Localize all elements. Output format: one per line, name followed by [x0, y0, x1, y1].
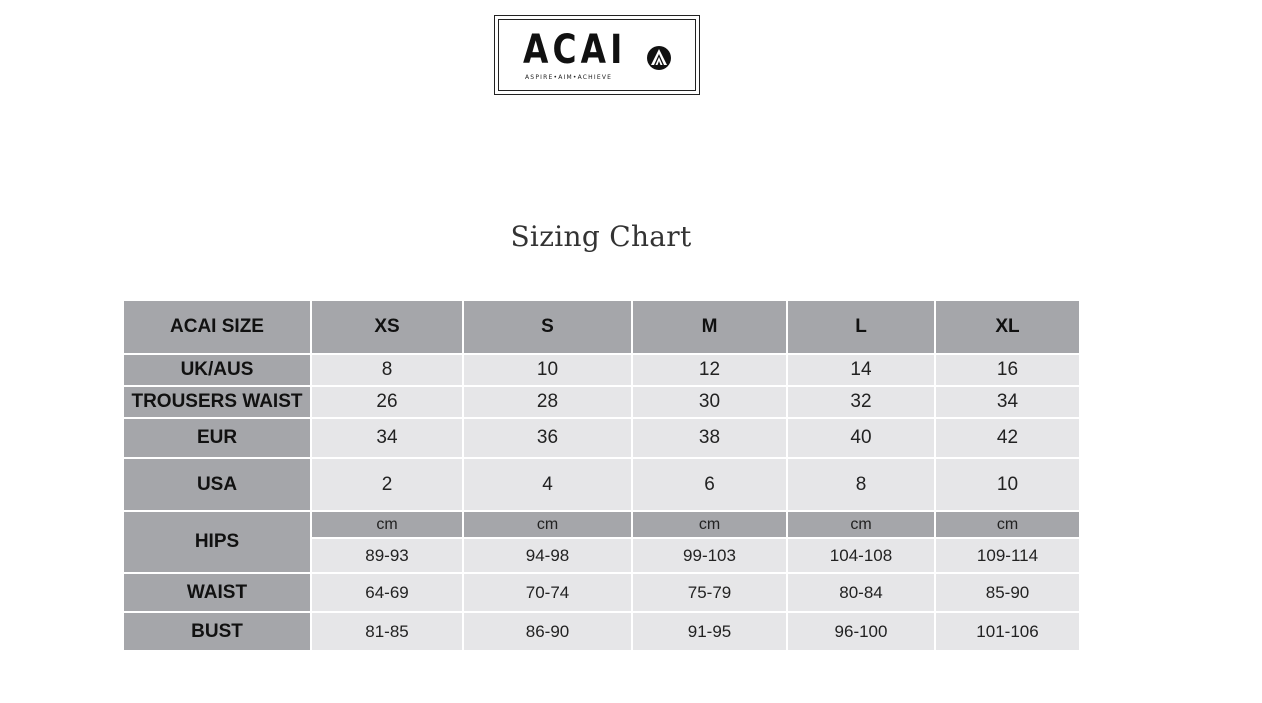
table-cell: 16 — [935, 354, 1080, 386]
table-cell: 34 — [935, 386, 1080, 418]
table-cell: 85-90 — [935, 573, 1080, 612]
table-cell: 80-84 — [787, 573, 935, 612]
table-cell: 14 — [787, 354, 935, 386]
table-row — [123, 573, 1080, 612]
table-cell: 64-69 — [311, 573, 463, 612]
unit-cell: cm — [311, 511, 463, 538]
brand-logo — [494, 15, 700, 95]
table-cell: 34 — [311, 418, 463, 458]
unit-cell: cm — [632, 511, 787, 538]
table-cell: 38 — [632, 418, 787, 458]
table-cell: 75-79 — [632, 573, 787, 612]
header-size-xl: XL — [935, 300, 1080, 354]
table-cell: 81-85 — [311, 612, 463, 651]
row-label-trousers-waist: TROUSERS WAIST — [123, 386, 311, 418]
logo-wordmark: ACAI — [523, 27, 627, 73]
table-cell: 94-98 — [463, 538, 632, 573]
table-cell: 104-108 — [787, 538, 935, 573]
table-cell: 40 — [787, 418, 935, 458]
table-row — [123, 612, 1080, 651]
table-cell: 4 — [463, 458, 632, 511]
table-cell: 109-114 — [935, 538, 1080, 573]
table-cell: 8 — [787, 458, 935, 511]
table-cell: 32 — [787, 386, 935, 418]
row-label-uk-aus: UK/AUS — [123, 354, 311, 386]
unit-cell: cm — [787, 511, 935, 538]
table-row — [123, 354, 1080, 386]
table-row — [123, 458, 1080, 511]
header-size-m: M — [632, 300, 787, 354]
table-cell: 8 — [311, 354, 463, 386]
row-label-eur: EUR — [123, 418, 311, 458]
table-row — [123, 511, 1080, 538]
table-cell: 10 — [935, 458, 1080, 511]
unit-cell: cm — [463, 511, 632, 538]
table-cell: 96-100 — [787, 612, 935, 651]
unit-cell: cm — [935, 511, 1080, 538]
table-cell: 10 — [463, 354, 632, 386]
page-title: Sizing Chart — [510, 220, 692, 253]
logo-emblem-icon — [645, 44, 673, 72]
table-header-row — [123, 300, 1080, 354]
row-label-waist: WAIST — [123, 573, 311, 612]
header-size-xs: XS — [311, 300, 463, 354]
table-cell: 99-103 — [632, 538, 787, 573]
header-size-l: L — [787, 300, 935, 354]
table-cell: 2 — [311, 458, 463, 511]
row-label-bust: BUST — [123, 612, 311, 651]
table-cell: 91-95 — [632, 612, 787, 651]
table-row — [123, 418, 1080, 458]
table-cell: 86-90 — [463, 612, 632, 651]
table-cell: 36 — [463, 418, 632, 458]
table-cell: 42 — [935, 418, 1080, 458]
table-row — [123, 386, 1080, 418]
table-cell: 70-74 — [463, 573, 632, 612]
table-cell: 6 — [632, 458, 787, 511]
table-cell: 30 — [632, 386, 787, 418]
table-cell: 89-93 — [311, 538, 463, 573]
row-label-hips: HIPS — [123, 511, 311, 573]
logo-tagline: ASPIRE•AIM•ACHIEVE — [525, 74, 613, 81]
table-cell: 12 — [632, 354, 787, 386]
table-cell: 101-106 — [935, 612, 1080, 651]
row-label-usa: USA — [123, 458, 311, 511]
sizing-table — [122, 299, 1081, 652]
header-acai-size: ACAI SIZE — [123, 300, 311, 354]
header-size-s: S — [463, 300, 632, 354]
table-cell: 26 — [311, 386, 463, 418]
table-cell: 28 — [463, 386, 632, 418]
